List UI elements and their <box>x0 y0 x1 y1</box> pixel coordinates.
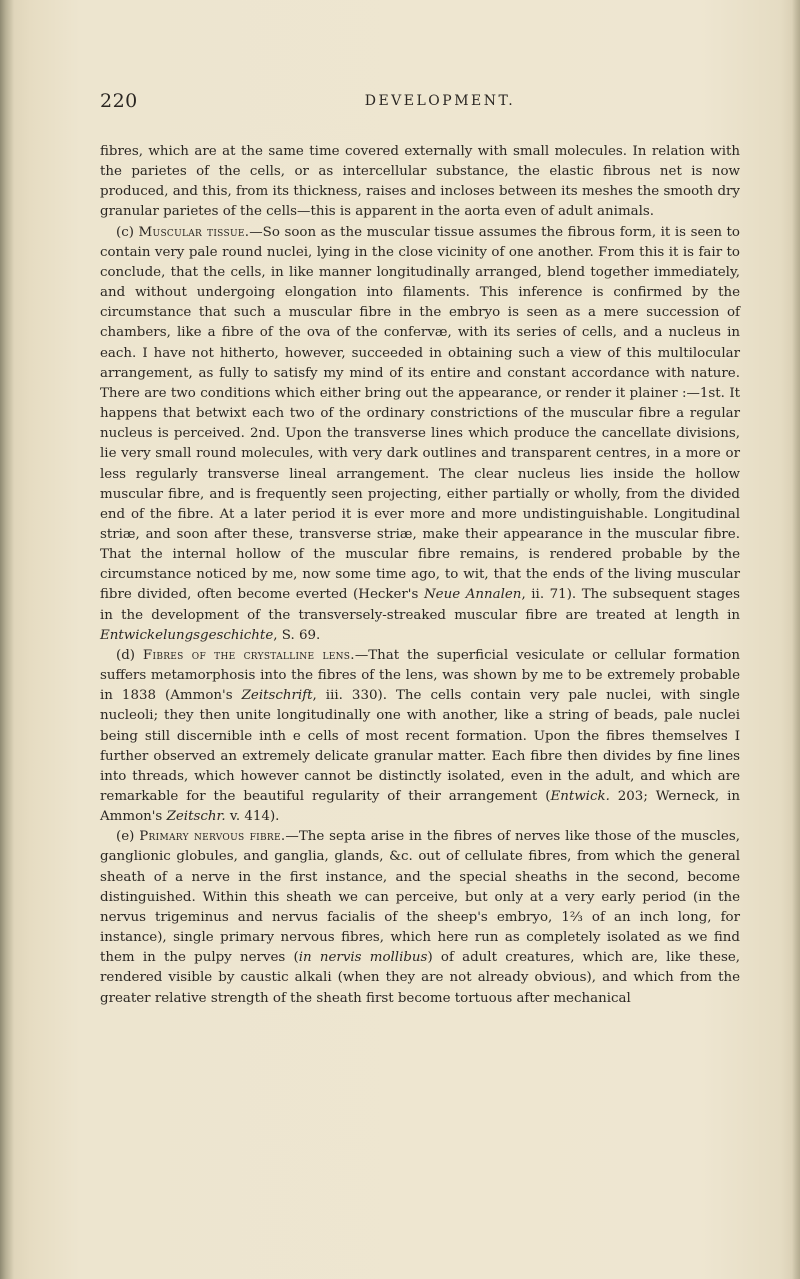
paragraph-text: , ii. 71). The subsequent stages in the development of the transversely-streaked muscular fibre are treated at length in <box>100 587 740 623</box>
paragraph-text: —So soon as the muscular tissue assumes the fibrous form, it is seen to contain very pale round nuclei, lying in the close vicinity of one another. From this it is fair to conclude, that the cells, in like manner longitudinally arranged, blend together immediately, and without undergoing elongation into filaments. This inference is confirmed by the circumstance that such a muscular fibre in the embryo is seen as a mere succession of chambers, like a fibre of the ova of the confervæ, with its series of cells, and a nucleus in each. I have not hitherto, however, succeeded in obtaining such a view of this multilocular arrangement, as fully to satisfy my mind of its entire and constant accordance with nature. There are two conditions which either bring out the appearance, or render it plainer :—1st. It happens that betwixt each two of the ordinary constrictions of the muscular fibre a regular nucleus is perceived. 2nd. Upon the transverse lines which produce the cancellate divisions, lie very small round molecules, with very dark outlines and transparent centres, in a more or less regularly transverse lineal arrangement. The clear nucleus lies inside the hollow muscular fibre, and is frequently seen projecting, either partially or wholly, from the divided end of the fibre. At a later period it is ever more and more undistinguishable. Longitudinal striæ, and soon after these, transverse striæ, make their appearance in the muscular fibre. That the internal hollow of the muscular fibre remains, is rendered probable by the circumstance noticed by me, now some time ago, to wit, that the ends of the living muscular fibre divided, often become everted (Hecker's <box>100 224 740 603</box>
page-number: 220 <box>100 90 138 112</box>
paragraph-text: 203; Werneck, in Ammon's <box>100 789 740 825</box>
citation-title: Zeitschrift <box>241 688 313 704</box>
running-head: DEVELOPMENT. <box>364 93 516 109</box>
paragraph-muscular-tissue <box>100 223 740 646</box>
section-label: (d) <box>116 647 136 663</box>
paragraph-text: —The septa arise in the fibres of nerves like those of the muscles, ganglionic globules, and ganglia, glands, &c. out of cellulate fibres, from which the general sheath of a nerve in the first instance, and the special sheaths in the second, become distinguished. Within this sheath we can perceive, but only at a very early period (in the nervus trigeminus and nervus facialis of the sheep's embryo, 1⅔ of an inch long, for instance), single primary nervous fibres, which here run as completely isolated as we find them in the pulpy nerves ( <box>100 829 740 966</box>
section-heading: Primary nervous fibre. <box>139 829 286 845</box>
section-heading: Muscular tissue. <box>138 224 250 240</box>
citation-title: Entwick. <box>550 789 610 804</box>
citation-title: in nervis mollibus <box>298 950 428 966</box>
paragraph-text: v. 414). <box>225 809 280 825</box>
paragraph-text: fibres, which are at the same time covered externally with small molecules. In relation with the parietes of the cells, or as intercellular substance, the elastic fibrous net is now produced, and this, from its thickness, raises and incloses between its meshes the smooth dry granular parietes of the cells—this is apparent in the aorta even of adult animals. <box>100 144 740 220</box>
paragraph-text: , S. 69. <box>273 627 321 643</box>
paragraph-crystalline-lens <box>100 646 740 827</box>
paragraph-text: —That the superficial vesiculate or cellular formation suffers metamorphosis into the fibres of the lens, was shown by me to be extremely probable in 1838 (Ammon's <box>100 647 740 704</box>
section-heading: Fibres of the crystalline lens. <box>142 647 355 663</box>
page-binding-shadow <box>0 0 14 1279</box>
citation-title: Entwickelungsgeschichte <box>100 627 274 643</box>
page-header <box>100 90 740 114</box>
paragraph-primary-nervous-fibre <box>100 827 740 1008</box>
section-label: (c) <box>116 224 134 240</box>
section-label: (e) <box>116 829 135 845</box>
paragraph-text: ) of adult creatures, which are, like these, rendered visible by caustic alkali (when they are not already obvious), and which from the greater relative strength of the sheath first become tortuous after mechanical <box>100 950 740 1006</box>
paragraph-elastic-fibres <box>100 142 740 223</box>
body-text <box>100 142 740 1009</box>
paragraph-text: , iii. 330). The cells contain very pale nuclei, with single nucleoli; they then unite longitudinally one with another, like a string of beads, pale nuclei being still discernible inth e cells of most recent formation. Upon the fibres themselves I further observed an extremely delicate granular matter. Each fibre then divides by fine lines into threads, which however cannot be distinctly isolated, even in the adult, and which are remarkable for the beautiful regularity of their arrangement ( <box>100 688 740 804</box>
citation-title: Zeitschr. <box>166 809 226 825</box>
page-edge-shadow <box>792 0 800 1279</box>
citation-title: Neue Annalen <box>423 587 522 603</box>
